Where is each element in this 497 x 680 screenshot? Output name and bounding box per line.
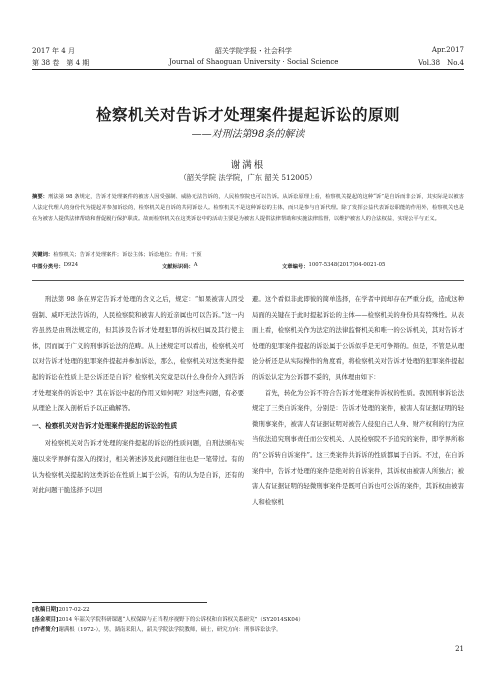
article-id-value: 1007-5348(2017)04-0021-05 [308, 262, 386, 268]
body-paragraph: 刑法第 98 条在界定告诉才处理的含义之后，规定：“如果被害人因受强制、威吓无法告诉的，人民检察院和被害人的近亲属也可以告诉。”这一内容虽然是由刑法规定的，但其涉及告诉才处理犯罪的诉权归属及其行使主体，因而属于广义的刑事诉讼法的范畴。从上述规定可以看出，检察机关可以对告诉才处理的犯罪案件提起并参加诉讼，那么，检察机关对这类案件提起的诉讼在性质上是公诉还是自诉？检察机关究竟是以什么身份介入到告诉才处理案件的诉讼中？其在诉讼中起的作用又如何呢？对这些问题，有必要从理论上深入剖析后予以正确解答。 [32, 295, 244, 413]
author-bio-label: [作者简介] [32, 627, 59, 633]
body-paragraph: 对检察机关对告诉才处理的案件提起的诉讼的性质问题，自刑法颁布实施以来学界鲜有深入的探讨，相关著述涉及此问题往往也是一笔带过。有的认为检察机关提起的这类诉讼在性质上属于公诉，有的认为是自诉，还有的对此问题干脆选择予以回 [32, 439, 244, 495]
page-number: 21 [455, 645, 464, 653]
abstract-text: 刑法第 98 条规定，告诉才处理案件的被害人因受强制、威胁无法告诉的，人民检察院也可以告诉。从诉讼原理上看，检察机关提起的这种“诉”是自诉而非公诉，其实际是以被害人法定代理人的身份代为提起并参加诉讼的，检察机关是自诉的共同诉讼人。检察机关不是这种诉讼的主体，而只是参与自诉代理。除了发挥公益代表诉讼职能的作用外，检察机关也是在为被害人提供法律帮助和督促履行保护职责。故而检察机关在这类诉讼中的活动主要是为被害人提供法律帮助和实施法律监督，以维护被害人的合法权益，实现公平与正义。 [32, 194, 464, 223]
footnote [32, 605, 464, 635]
doc-value: A [193, 262, 198, 268]
clc-value: D924 [63, 262, 79, 268]
article-id-label: 文章编号： [282, 264, 309, 270]
header-date: 2017 年 4 月 [32, 47, 75, 55]
body-paragraph: 首先，转化为公诉不符合告诉才处理案件诉权的性质。我国刑事诉讼法规定了三类自诉案件，分别是：告诉才处理的案件，被害人有证据证明的轻微刑事案件，被害人有证据证明对被告人侵犯自己人身、财产权利的行为应当依法追究刑事责任而公安机关、人民检察院不予追究的案件，即学界所称的“公诉转自诉案件”。这三类案件共诉诉的性质都属于自诉。不过，在自诉案件中，告诉才处理的案件是绝对的自诉案件，其诉权由被害人所独占；被害人有证据证明的轻微刑事案件是既可自诉也可公诉的案件，其诉权由被害人和检察机 [252, 388, 464, 506]
body-divider [32, 280, 464, 281]
abstract [32, 192, 464, 226]
received-label: [收稿日期] [32, 607, 59, 613]
author-name: 谢满根 [230, 160, 266, 171]
header-journal-en: Journal of Shaoguan University · Social Science [168, 58, 339, 66]
body-paragraph: 避。这个看似非此即彼的简单选择，在学者中间却存在严重分歧，造成这种局面的关键在于此时提起诉讼的主体——检察机关的身份具有特殊性。从表面上看，检察机关作为法定的法律监督机关和唯一的公诉机关，其对告诉才处理的犯罪案件提起的诉讼属于公诉似乎是无可争辩的。但是，不管是从理论分析还是从实际操作的角度看，将检察机关对告诉才处理的犯罪案件提起的诉讼认定为公诉都不妥的，具体理由如下： [252, 295, 464, 381]
article-title: 检察机关对告诉才处理案件提起诉讼的原则 [95, 106, 400, 124]
section-heading: 一、检察机关对告诉才处理案件提起的诉讼的性质 [32, 421, 178, 430]
keywords-label: 关键词： [32, 252, 54, 258]
journal-header-bottom [32, 58, 464, 68]
header-divider [32, 69, 464, 70]
fund-label: [基金项目] [32, 617, 59, 623]
keywords [32, 250, 464, 258]
header-volume-en: Vol.38 No.4 [418, 59, 464, 67]
header-date-en: Apr.2017 [431, 46, 464, 54]
author-affiliation: （韶关学院 法学院，广东 韶关 512005） [179, 173, 317, 182]
received-date: 2017-02-22 [58, 607, 90, 613]
abstract-label: 摘要： [32, 194, 49, 200]
doc-label: 文献标识码： [162, 264, 194, 270]
article-subtitle: ——对刑法第98条的解读 [191, 129, 305, 140]
keywords-text: 检察机关；告诉才处理案件；诉讼主体；诉讼地位；作用；干预 [53, 252, 202, 258]
body-right-column [252, 292, 464, 510]
header-journal-cn: 韶关学院学报・社会科学 [214, 47, 292, 55]
header-volume: 第 38 卷 第 4 期 [32, 59, 90, 67]
clc-label: 中图分类号： [32, 264, 64, 270]
footnote-divider [32, 602, 207, 603]
body-left-column [32, 292, 244, 499]
author-bio-text: 谢满根（1972-），男，湖南耒阳人，韶关学院法学院教师，硕士，研究方向：刑事诉讼法学。 [58, 627, 282, 633]
journal-header-top [32, 46, 464, 56]
fund-text: 2014 年韶关学院科研课题“人权保障与正当程序视野下的公诉权和自诉权关系研究”（SY2014SK04） [58, 617, 304, 623]
